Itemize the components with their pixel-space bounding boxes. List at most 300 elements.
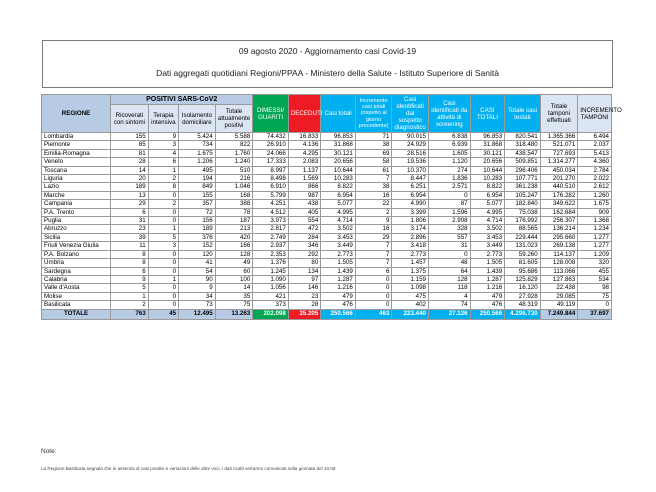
value-cell: 128 (215, 250, 253, 258)
covid-data-table (41, 94, 622, 320)
value-cell: 72 (179, 208, 216, 216)
value-cell: 182.840 (505, 200, 541, 208)
header-ricoverati: Ricoverati con sintomi (111, 105, 149, 133)
value-cell: 35 (215, 292, 253, 300)
value-cell: 152 (179, 242, 216, 250)
region-name-cell: Emilia-Romagna (42, 149, 111, 157)
value-cell: 131.023 (505, 242, 541, 250)
value-cell: 1.056 (253, 284, 289, 292)
value-cell: 3.502 (321, 225, 356, 233)
header-totale-positivi: Totale attualmente positivi (215, 105, 253, 133)
value-cell: 127.863 (540, 275, 578, 283)
value-cell: 296.406 (505, 166, 541, 174)
header-isolamento: Isolamento domiciliare (179, 105, 216, 133)
value-cell: 5.588 (215, 133, 253, 141)
value-cell: 2 (111, 301, 149, 309)
value-cell: 29 (355, 233, 392, 241)
value-cell: 5 (148, 233, 178, 241)
value-cell: 10.644 (470, 166, 505, 174)
value-cell: 118 (428, 284, 470, 292)
value-cell: 6.494 (578, 133, 612, 141)
value-cell: 295.660 (540, 233, 578, 241)
value-cell: 48.319 (505, 301, 541, 309)
region-name-cell: Sardegna (42, 267, 111, 275)
value-cell: 6 (111, 267, 149, 275)
value-cell: 58 (355, 158, 392, 166)
value-cell: 17.333 (253, 158, 289, 166)
header-regione: REGIONE (42, 95, 111, 133)
value-cell: 6.910 (253, 183, 289, 191)
value-cell: 229.444 (505, 233, 541, 241)
value-cell: 284 (288, 233, 321, 241)
value-cell: 64 (428, 267, 470, 275)
value-cell: 14 (111, 166, 149, 174)
value-cell: 39 (111, 233, 149, 241)
value-cell: 87 (428, 200, 470, 208)
value-cell: 2 (148, 175, 178, 183)
value-cell: 450.034 (540, 166, 578, 174)
value-cell: 1.675 (179, 149, 216, 157)
value-cell: 476 (321, 301, 356, 309)
value-cell: 189 (179, 225, 216, 233)
value-cell: 1.260 (578, 191, 612, 199)
value-cell: 0 (148, 292, 178, 300)
value-cell: 455 (578, 267, 612, 275)
value-cell: 128.008 (540, 259, 578, 267)
header-casi-totali-2: CASI TOTALI (470, 95, 505, 133)
table-row (42, 183, 612, 191)
value-cell: 75 (215, 301, 253, 309)
value-cell: 2.353 (253, 250, 289, 258)
value-cell: 3.453 (321, 233, 356, 241)
value-cell: 95.686 (505, 267, 541, 275)
value-cell: 14 (215, 284, 253, 292)
value-cell: 2.896 (392, 233, 429, 241)
table-row (42, 292, 612, 300)
value-cell: 10.283 (470, 175, 505, 183)
value-cell: 125.829 (505, 275, 541, 283)
value-cell: 6 (355, 267, 392, 275)
value-cell: 2.749 (253, 233, 289, 241)
region-name-cell: Friuli Venezia Giulia (42, 242, 111, 250)
value-cell: 1.277 (578, 233, 612, 241)
value-cell: 23 (288, 292, 321, 300)
value-cell: 2.773 (392, 250, 429, 258)
value-cell: 554 (288, 217, 321, 225)
value-cell: 19.536 (392, 158, 429, 166)
value-cell: 4.714 (321, 217, 356, 225)
value-cell: 4.295 (288, 149, 321, 157)
header-incremento: Incremento casi totali (rispetto al giorno precedente) (355, 95, 392, 133)
value-cell: 22.438 (540, 284, 578, 292)
value-cell: 1.206 (179, 158, 216, 166)
value-cell: 3.174 (392, 225, 429, 233)
value-cell: 0 (148, 191, 178, 199)
value-cell: 8.822 (470, 183, 505, 191)
value-cell: 440.510 (540, 183, 578, 191)
value-cell: 38 (355, 183, 392, 191)
header-deceduti: DECEDUTI (288, 95, 321, 133)
value-cell: 155 (179, 191, 216, 199)
value-cell: 4.995 (470, 208, 505, 216)
value-cell: 1.216 (470, 284, 505, 292)
footnote: La Regione Basilicata segnala che in assenza di casi positivi e variazioni delle altre voci, i dati ricalti verranno comunicati nella giornata del 10.08. (41, 466, 337, 471)
value-cell: 4.296.730 (505, 309, 541, 319)
value-cell: 34 (179, 292, 216, 300)
value-cell: 510 (215, 166, 253, 174)
value-cell: 6 (148, 158, 178, 166)
region-name-cell: Sicilia (42, 233, 111, 241)
value-cell: 509.851 (505, 158, 541, 166)
value-cell: 318.480 (505, 141, 541, 149)
value-cell: 5.799 (253, 191, 289, 199)
value-cell: 6.838 (428, 133, 470, 141)
value-cell: 2 (355, 208, 392, 216)
value-cell: 176.282 (540, 191, 578, 199)
value-cell: 521.071 (540, 141, 578, 149)
report-header (42, 40, 613, 88)
value-cell: 41 (179, 259, 216, 267)
value-cell: 23 (111, 225, 149, 233)
region-name-cell: Puglia (42, 217, 111, 225)
value-cell: 8.447 (392, 175, 429, 183)
value-cell: 10.644 (321, 166, 356, 174)
value-cell: 0 (148, 250, 178, 258)
value-cell: 216 (215, 175, 253, 183)
value-cell: 2.817 (253, 225, 289, 233)
report-title: 09 agosto 2020 - Aggiornamento casi Covid-19 (238, 46, 417, 56)
value-cell: 9 (148, 133, 178, 141)
value-cell: 80 (288, 259, 321, 267)
value-cell: 250.566 (470, 309, 505, 319)
value-cell: 909 (578, 208, 612, 216)
value-cell: 35.205 (288, 309, 321, 319)
region-name-cell: Abruzzo (42, 225, 111, 233)
value-cell: 0 (148, 208, 178, 216)
value-cell: 20.656 (321, 158, 356, 166)
table-row (42, 259, 612, 267)
value-cell: 2.037 (578, 141, 612, 149)
value-cell: 1.376 (253, 259, 289, 267)
value-cell: 6 (111, 208, 149, 216)
value-cell: 22 (355, 200, 392, 208)
value-cell: 866 (288, 183, 321, 191)
value-cell: 29 (111, 200, 149, 208)
value-cell: 9 (355, 217, 392, 225)
value-cell: 31.868 (470, 141, 505, 149)
table-row (42, 175, 612, 183)
table-row (42, 149, 612, 157)
value-cell: 0 (355, 301, 392, 309)
value-cell: 1.836 (428, 175, 470, 183)
value-cell: 1.505 (470, 259, 505, 267)
value-cell: 11 (111, 242, 149, 250)
region-name-cell: P.A. Trento (42, 208, 111, 216)
value-cell: 29.085 (540, 292, 578, 300)
value-cell: 349.622 (540, 200, 578, 208)
value-cell: 6.251 (392, 183, 429, 191)
value-cell: 114.137 (540, 250, 578, 258)
value-cell: 105.247 (505, 191, 541, 199)
value-cell: 2.773 (321, 250, 356, 258)
value-cell: 146 (288, 284, 321, 292)
value-cell: 8 (148, 183, 178, 191)
value-cell: 1.209 (578, 250, 612, 258)
value-cell: 24.929 (392, 141, 429, 149)
value-cell: 2.937 (253, 242, 289, 250)
value-cell: 49.119 (540, 301, 578, 309)
value-cell: 13 (111, 191, 149, 199)
value-cell: 849 (179, 183, 216, 191)
header-incremento-tamponi: INCREMENTO TAMPONI (578, 95, 612, 133)
value-cell: 69 (355, 149, 392, 157)
value-cell: 2.612 (578, 183, 612, 191)
value-cell: 361.238 (505, 183, 541, 191)
value-cell: 162.684 (540, 208, 578, 216)
value-cell: 96.853 (470, 133, 505, 141)
value-cell: 2.784 (578, 166, 612, 174)
value-cell: 734 (179, 141, 216, 149)
region-name-cell: Basilicata (42, 301, 111, 309)
value-cell: 48 (428, 259, 470, 267)
value-cell: 438 (288, 200, 321, 208)
value-cell: 54 (179, 267, 216, 275)
region-name-cell: Veneto (42, 158, 111, 166)
value-cell: 120 (179, 250, 216, 258)
value-cell: 7 (355, 175, 392, 183)
value-cell: 13.263 (215, 309, 253, 319)
value-cell: 6.954 (392, 191, 429, 199)
region-name-cell: Umbria (42, 259, 111, 267)
value-cell: 9 (111, 275, 149, 283)
value-cell: 1.216 (321, 284, 356, 292)
value-cell: 59.260 (505, 250, 541, 258)
value-cell: 5.077 (470, 200, 505, 208)
value-cell: 202.098 (253, 309, 289, 319)
value-cell: 7 (355, 250, 392, 258)
value-cell: 128 (428, 275, 470, 283)
table-row (42, 191, 612, 199)
value-cell: 78 (215, 208, 253, 216)
value-cell: 1.137 (288, 166, 321, 174)
table-row (42, 284, 612, 292)
value-cell: 7.249.844 (540, 309, 578, 319)
value-cell: 61 (355, 166, 392, 174)
value-cell: 8.498 (253, 175, 289, 183)
value-cell: 60 (215, 267, 253, 275)
value-cell: 81 (111, 149, 149, 157)
value-cell: 1.439 (470, 267, 505, 275)
value-cell: 1.314.277 (540, 158, 578, 166)
value-cell: 85 (111, 141, 149, 149)
region-name-cell: Molise (42, 292, 111, 300)
value-cell: 96.853 (321, 133, 356, 141)
value-cell: 8.822 (321, 183, 356, 191)
value-cell: 28.516 (392, 149, 429, 157)
value-cell: 107.771 (505, 175, 541, 183)
value-cell: 75.038 (505, 208, 541, 216)
table-row (42, 233, 612, 241)
value-cell: 727.693 (540, 149, 578, 157)
value-cell: 1.457 (392, 259, 429, 267)
value-cell: 74 (428, 301, 470, 309)
total-row (42, 309, 612, 319)
value-cell: 6.954 (470, 191, 505, 199)
value-cell: 73 (179, 301, 216, 309)
value-cell: 1.090 (253, 275, 289, 283)
value-cell: 479 (321, 292, 356, 300)
value-cell: 1.605 (428, 149, 470, 157)
value-cell: 7 (355, 242, 392, 250)
value-cell: 3.453 (470, 233, 505, 241)
value-cell: 88.565 (505, 225, 541, 233)
value-cell: 1.159 (392, 275, 429, 283)
value-cell: 1.046 (215, 183, 253, 191)
value-cell: 1.277 (578, 242, 612, 250)
region-name-cell: Piemonte (42, 141, 111, 149)
value-cell: 20.656 (470, 158, 505, 166)
header-screening: Casi identificati da attività di screening (428, 95, 470, 133)
value-cell: 4.995 (321, 208, 356, 216)
value-cell: 1.596 (428, 208, 470, 216)
value-cell: 346 (288, 242, 321, 250)
value-cell: 98 (578, 284, 612, 292)
value-cell: 1.240 (215, 158, 253, 166)
value-cell: 8.997 (253, 166, 289, 174)
value-cell: 10.370 (392, 166, 429, 174)
value-cell: 12.495 (179, 309, 216, 319)
value-cell: 9 (179, 284, 216, 292)
table-row (42, 158, 612, 166)
value-cell: 557 (428, 233, 470, 241)
value-cell: 0 (428, 250, 470, 258)
value-cell: 495 (179, 166, 216, 174)
region-name-cell: TOTALE (42, 309, 111, 319)
table-row (42, 250, 612, 258)
value-cell: 90.015 (392, 133, 429, 141)
region-name-cell: Calabria (42, 275, 111, 283)
value-cell: 10.283 (321, 175, 356, 183)
value-cell: 0 (148, 301, 178, 309)
value-cell: 71 (355, 133, 392, 141)
value-cell: 8 (111, 250, 149, 258)
value-cell: 763 (111, 309, 149, 319)
value-cell: 26.910 (253, 141, 289, 149)
value-cell: 1.368 (578, 217, 612, 225)
value-cell: 81.605 (505, 259, 541, 267)
value-cell: 134 (288, 267, 321, 275)
value-cell: 6.939 (428, 141, 470, 149)
value-cell: 7 (355, 259, 392, 267)
value-cell: 1 (148, 225, 178, 233)
value-cell: 223.440 (392, 309, 429, 319)
region-name-cell: Liguria (42, 175, 111, 183)
value-cell: 75 (578, 292, 612, 300)
value-cell: 1.375 (392, 267, 429, 275)
value-cell: 420 (215, 233, 253, 241)
value-cell: 168 (215, 191, 253, 199)
value-cell: 8 (111, 259, 149, 267)
value-cell: 320 (578, 259, 612, 267)
value-cell: 189 (111, 183, 149, 191)
value-cell: 97 (288, 275, 321, 283)
value-cell: 0 (148, 267, 178, 275)
table-row (42, 200, 612, 208)
value-cell: 4.136 (288, 141, 321, 149)
value-cell: 2.083 (288, 158, 321, 166)
value-cell: 357 (179, 200, 216, 208)
value-cell: 4.990 (392, 200, 429, 208)
value-cell: 1.234 (578, 225, 612, 233)
value-cell: 4.512 (253, 208, 289, 216)
value-cell: 30.121 (321, 149, 356, 157)
value-cell: 16.120 (505, 284, 541, 292)
value-cell: 27.126 (428, 309, 470, 319)
table-row (42, 166, 612, 174)
value-cell: 0 (148, 259, 178, 267)
header-positivi-group: POSITIVI SARS-CoV2 (111, 95, 253, 105)
note-label: Note: (41, 448, 57, 455)
value-cell: 0 (355, 275, 392, 283)
header-sospetto: Casi identificati dal sospetto diagnostico (392, 95, 429, 133)
header-testati: Totale casi testati (505, 95, 541, 133)
value-cell: 2.773 (470, 250, 505, 258)
value-cell: 3.418 (392, 242, 429, 250)
value-cell: 1 (148, 275, 178, 283)
value-cell: 3.399 (392, 208, 429, 216)
value-cell: 24.066 (253, 149, 289, 157)
value-cell: 31.868 (321, 141, 356, 149)
header-terapia: Terapia intensiva (148, 105, 178, 133)
value-cell: 4 (428, 292, 470, 300)
value-cell: 90 (179, 275, 216, 283)
value-cell: 49 (215, 259, 253, 267)
value-cell: 201.270 (540, 175, 578, 183)
table-row (42, 242, 612, 250)
region-name-cell: Lazio (42, 183, 111, 191)
value-cell: 45 (148, 309, 178, 319)
region-name-cell: Campania (42, 200, 111, 208)
region-name-cell: Valle d'Aosta (42, 284, 111, 292)
value-cell: 5.413 (578, 149, 612, 157)
value-cell: 1.287 (470, 275, 505, 283)
value-cell: 187 (215, 217, 253, 225)
value-cell: 479 (470, 292, 505, 300)
value-cell: 269.138 (540, 242, 578, 250)
value-cell: 1.760 (215, 149, 253, 157)
value-cell: 31 (428, 242, 470, 250)
value-cell: 376 (179, 233, 216, 241)
value-cell: 373 (253, 301, 289, 309)
value-cell: 2 (148, 200, 178, 208)
value-cell: 6.954 (321, 191, 356, 199)
value-cell: 30.121 (470, 149, 505, 157)
value-cell: 31 (111, 217, 149, 225)
value-cell: 3 (148, 242, 178, 250)
value-cell: 194 (179, 175, 216, 183)
value-cell: 421 (253, 292, 289, 300)
table-body (42, 133, 612, 320)
value-cell: 438.547 (505, 149, 541, 157)
header-tamponi: Totale tamponi effettuati (540, 95, 578, 133)
value-cell: 28 (288, 301, 321, 309)
value-cell: 463 (355, 309, 392, 319)
value-cell: 16 (355, 191, 392, 199)
value-cell: 3.449 (470, 242, 505, 250)
value-cell: 1.245 (253, 267, 289, 275)
value-cell: 4.251 (253, 200, 289, 208)
value-cell: 156 (179, 217, 216, 225)
